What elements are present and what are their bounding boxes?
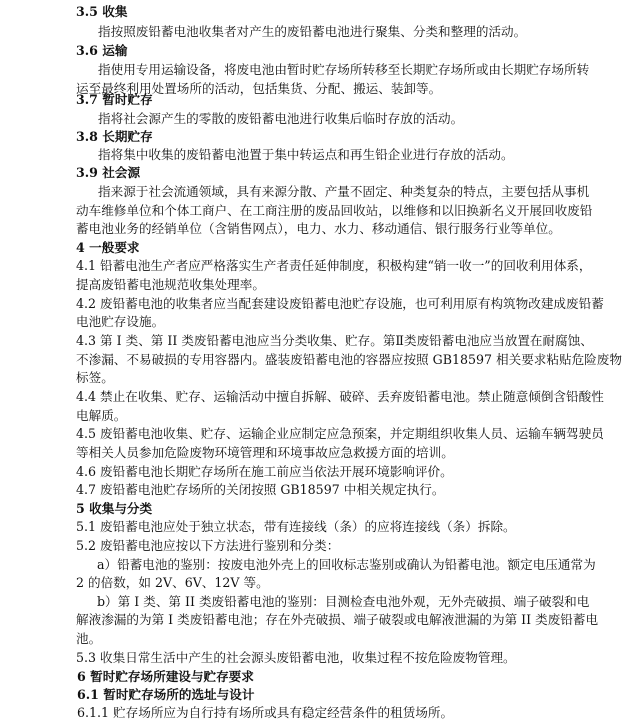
paragraph-line: 6.1.1 贮存场所应为自行持有场所或具有稳定经营条件的租赁场所。 (77, 705, 454, 720)
paragraph-line: 4.5 废铅蓄电池收集、贮存、运输企业应制定应急预案，并定期组织收集人员、运输车辆驾驶员 (76, 426, 604, 441)
paragraph-line: 动车维修单位和个体工商户、在工商注册的废品回收站，以维修和以旧换新名义开展回收废铅 (76, 203, 593, 218)
heading-3-9: 3.9 社会源 (76, 165, 141, 180)
paragraph-line: 4.3 第 I 类、第 II 类废铅蓄电池应当分类收集、贮存。第Ⅱ类废铅蓄电池应当放置在耐腐蚀、 (76, 333, 593, 348)
paragraph-line: 电解质。 (76, 408, 127, 423)
paragraph-line: 指使用专用运输设备，将废电池由暂时贮存场所转移至长期贮存场所或由长期贮存场所转 (98, 62, 590, 77)
paragraph-line: 指将社会源产生的零散的废铅蓄电池进行收集后临时存放的活动。 (98, 111, 464, 126)
paragraph-line: 提高废铅蓄电池规范收集处理率。 (76, 277, 265, 292)
paragraph-line: 指来源于社会流通领域，具有来源分散、产量不固定、种类复杂的特点，主要包括从事机 (98, 184, 590, 199)
paragraph-line: 5.1 废铅蓄电池应处于独立状态，带有连接线（条）的应将连接线（条）拆除。 (76, 519, 516, 534)
paragraph-line: 4.4 禁止在收集、贮存、运输活动中擅自拆解、破碎、丢弃废铅蓄电池。禁止随意倾倒含铅酸性 (76, 389, 604, 404)
paragraph-line: 2 的倍数，如 2V、6V、12V 等。 (76, 575, 269, 590)
paragraph-line: 电池贮存设施。 (76, 314, 165, 329)
paragraph-line: 运至最终利用处置场所的活动，包括集货、分配、搬运、装卸等。 (76, 81, 442, 96)
heading-3-6: 3.6 运输 (76, 43, 128, 58)
paragraph-line: 解液渗漏的为第 I 类废铅蓄电池；存在外壳破损、端子破裂或电解液泄漏的为第 II 类废铅蓄电 (76, 612, 599, 627)
heading-3-5: 3.5 收集 (76, 4, 128, 19)
paragraph-line: 5.2 废铅蓄电池应按以下方法进行鉴别和分类： (76, 538, 340, 553)
paragraph-line: 不渗漏、不易破损的专用容器内。盛装废铅蓄电池的容器应按照 GB18597 相关要求粘贴危险废物 (76, 352, 622, 367)
paragraph-line: a）铅蓄电池的鉴别：按废电池外壳上的回收标志鉴别或确认为铅蓄电池。额定电压通常为 (97, 557, 596, 572)
heading-6-1: 6.1 暂时贮存场所的选址与设计 (77, 687, 255, 702)
paragraph-line: 标签。 (76, 370, 114, 385)
paragraph-line: 池。 (76, 631, 102, 646)
paragraph-line: 蓄电池业务的经销单位（含销售网点），电力、水力、移动通信、银行服务行业等单位。 (76, 221, 561, 236)
paragraph-line: 5.3 收集日常生活中产生的社会源头废铅蓄电池，收集过程不按危险废物管理。 (76, 650, 516, 665)
heading-4: 4 一般要求 (76, 240, 140, 255)
paragraph-line: 等相关人员参加危险废物环境管理和环境事故应急救援方面的培训。 (76, 445, 454, 460)
heading-3-7: 3.7 暂时贮存 (76, 92, 153, 107)
paragraph-line: 指将集中收集的废铅蓄电池置于集中转运点和再生铅企业进行存放的活动。 (98, 147, 514, 162)
paragraph-line: 4.6 废铅蓄电池长期贮存场所在施工前应当依法开展环境影响评价。 (76, 464, 453, 479)
paragraph-line: 4.7 废铅蓄电池贮存场所的关闭按照 GB18597 中相关规定执行。 (76, 482, 445, 497)
paragraph-line: 指按照废铅蓄电池收集者对产生的废铅蓄电池进行聚集、分类和整理的活动。 (98, 24, 527, 39)
paragraph-line: 4.1 铅蓄电池生产者应严格落实生产者责任延伸制度，积极构建“销一收一”的回收利用体系， (76, 258, 592, 273)
paragraph-line: b）第 I 类、第 II 类废铅蓄电池的鉴别：目测检查电池外观，无外壳破损、端子破裂和电 (97, 594, 590, 609)
heading-6: 6 暂时贮存场所建设与贮存要求 (77, 669, 254, 684)
heading-3-8: 3.8 长期贮存 (76, 129, 153, 144)
heading-5: 5 收集与分类 (76, 501, 153, 516)
paragraph-line: 4.2 废铅蓄电池的收集者应当配套建设废铅蓄电池贮存设施，也可利用原有构筑物改建成废铅蓄 (76, 296, 604, 311)
